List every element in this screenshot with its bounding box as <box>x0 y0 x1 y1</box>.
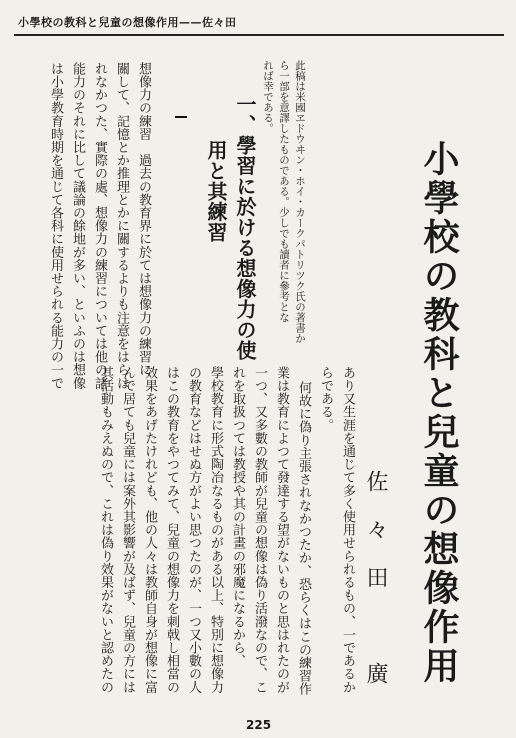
note-line: 此稿は米國ヱドウヰン・ホイ・カークパトリツク氏の著書か <box>294 60 306 344</box>
body-line: 效果をあげたけれども、他の人々は教師自身が想像に富 <box>142 366 157 694</box>
body-line: れを取扱つては教授や其の計畫の邪魔になるから、 <box>230 366 245 668</box>
body-line: あり又生涯を通じて多く使用せられるもの、一であるか <box>340 366 355 694</box>
body-line: 業は教育によつて發達する望がないものと思はれたのが <box>274 366 289 694</box>
body-line: 想像力の練習 過去の教育界に於ては想像力の練習に <box>136 62 151 377</box>
body-line: は小學教育時期を通じて各科に使用せられる能力の一で <box>48 62 63 390</box>
body-line: 能力のそれに比して議論の餘地が多い、といふのは想像 <box>70 62 85 390</box>
header-rule <box>14 34 504 36</box>
body-line: の教育などはせぬ方がよい思つたのが、一つ又小數の人 <box>186 366 201 694</box>
body-line: 其活動もみえぬので、これは偽り效果がないと認めたの <box>98 366 113 694</box>
section-heading: 一、學習に於ける想像力の使 <box>233 94 257 361</box>
article-title: 小學校の教科と兒童の想像作用 <box>418 140 460 686</box>
note-line: ら一部を意譯したものである。少しでも讀者に參考とな <box>278 60 290 323</box>
running-header: 小學校の教科と兒童の想像作用——佐々田 <box>18 16 237 29</box>
page-number: 225 <box>246 718 272 732</box>
subsection-number <box>175 116 187 118</box>
body-line: 關して、記憶とか推理とかに關するよりも注意をはらは <box>114 62 129 390</box>
body-line: れなかつた、實際の處、想像力の練習については他の諸 <box>92 62 107 390</box>
body-line: 學校教育に形式陶冶なるものがある以上、特別に想像力 <box>208 366 223 694</box>
body-line: んで居ても兒童には案外其影響が及ばず、兒童の方には <box>120 366 135 694</box>
article-author: 佐々田 廣 <box>363 470 388 710</box>
note-line: れば幸である。 <box>262 60 274 134</box>
body-line: らである。 <box>318 366 333 432</box>
section-heading: 用と其練習 <box>204 140 228 243</box>
body-line: 何故に偽り主張されなかつたか、恐らくはこの練習作 <box>296 381 311 696</box>
body-line: 一つ、又多數の教師が兒童の想像は偽り活潑なので、こ <box>252 366 267 694</box>
body-line: はこの教育をやつてみて、兒童の想像力を刺戟し相當の <box>164 366 179 694</box>
